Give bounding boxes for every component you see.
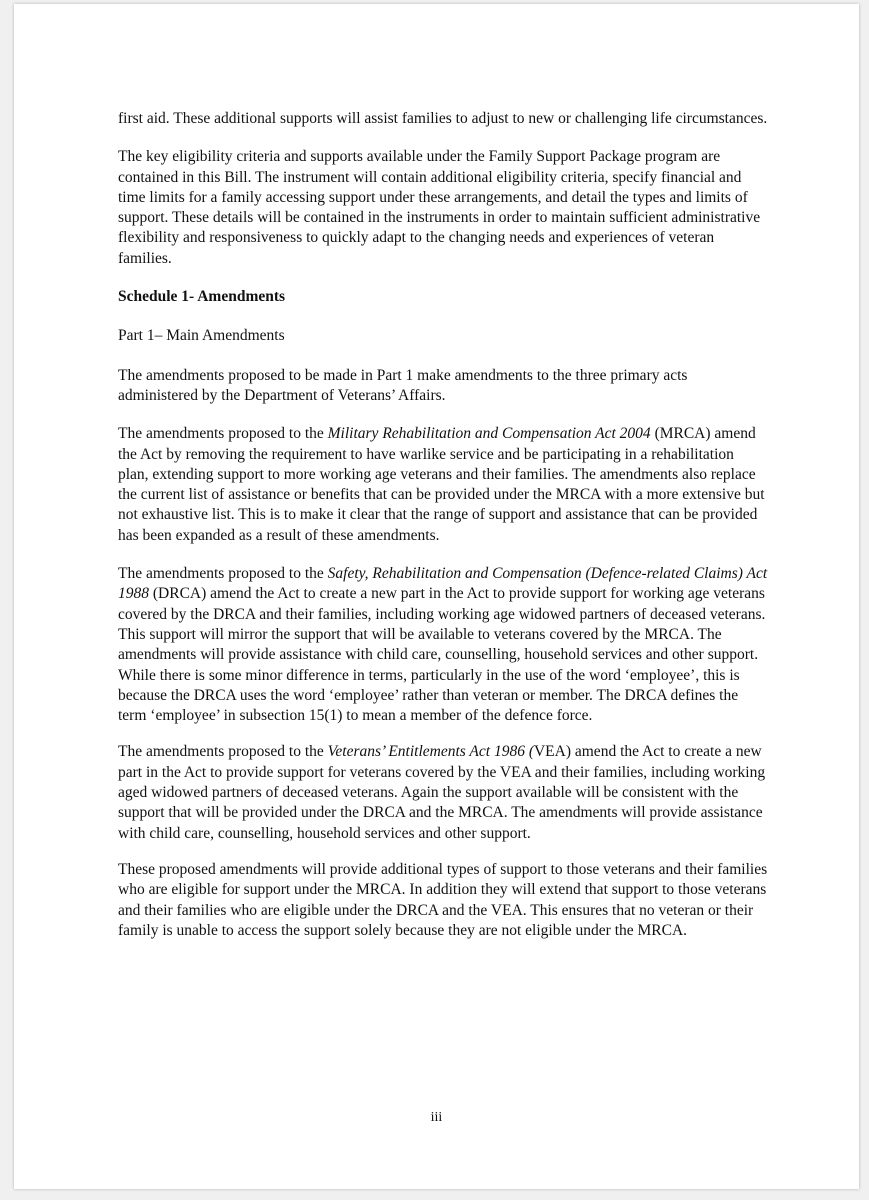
vea-lead-text: The amendments proposed to the (118, 743, 328, 761)
drca-body-text: (DRCA) amend the Act to create a new part in the Act to provide support for working age veterans covered by the DRCA and their families, including working age widowed partners of deceased veterans. This support will mirror the support that will be available to veterans covered by the MRCA. The amendments will provide assistance with child care, counselling, household services and other support. While there is some minor difference in terms, particularly in the use of the word ‘employee’, this is because the DRCA uses the word ‘employee’ rather than veteran or member. The DRCA defines the term ‘employee’ in subsection 15(1) to mean a member of the defence force. (118, 585, 766, 725)
vea-act-title: Veterans’ Entitlements Act 1986 ( (327, 743, 534, 761)
part-heading: Part 1– Main Amendments (118, 327, 285, 345)
page-number: iii (430, 1110, 443, 1125)
document-page (14, 4, 859, 1189)
paragraph-additional-support: These proposed amendments will provide additional types of support to those veterans and their families who are eligible for support under the MRCA. In addition they will extend that support to those veterans and their families who are eligible under the DRCA and the VEA. This ensures that no veteran or their family is unable to access the support solely because they are not eligible under the MRCA. (118, 860, 768, 939)
mrca-lead-text: The amendments proposed to the (118, 425, 328, 443)
paragraph-drca-amendments (118, 564, 768, 726)
mrca-act-title: Military Rehabilitation and Compensation Act 2004 (327, 425, 651, 443)
paragraph-eligibility-criteria: The key eligibility criteria and supports available under the Family Support Package program are contained in this Bill. The instrument will contain additional eligibility criteria, specify financial and time limits for a family accessing support under these arrangements, and detail the types and limits of support. These details will be contained in the instruments in order to maintain sufficient administrative flexibility and responsiveness to quickly adapt to the changing needs and experiences of veteran families. (118, 148, 761, 267)
page-content (118, 109, 768, 959)
paragraph-primary-acts: The amendments proposed to be made in Part 1 make amendments to the three primary acts administered by the Department of Veterans’ Affairs. (118, 366, 688, 404)
paragraph-vea-amendments (118, 742, 768, 843)
paragraph-mrca-amendments (118, 424, 768, 546)
drca-lead-text: The amendments proposed to the (118, 565, 328, 583)
paragraph-first-aid: first aid. These additional supports will assist families to adjust to new or challenging life circumstances. (118, 110, 768, 127)
schedule-heading: Schedule 1- Amendments (118, 288, 286, 306)
mrca-body-text: (MRCA) amend the Act by removing the requirement to have warlike service and be participating in a rehabilitation plan, extending support to more working age veterans and their families. The amendments also replace the current list of assistance or benefits that can be provided under the MRCA with a more extensive but not exhaustive list. This is to make it clear that the range of support and assistance that can be provided has been expanded as a result of these amendments. (118, 425, 765, 544)
vea-body-text: VEA) amend the Act to create a new part in the Act to provide support for veterans covered by the VEA and their families, including working aged widowed partners of deceased veterans. Again the support available will be consistent with the support that will be provided under the DRCA and the MRCA. The amendments will provide assistance with child care, counselling, household services and other support. (118, 743, 766, 842)
drca-act-title: Safety, Rehabilitation and Compensation (Defence-related Claims) Act 1988 (118, 565, 768, 603)
